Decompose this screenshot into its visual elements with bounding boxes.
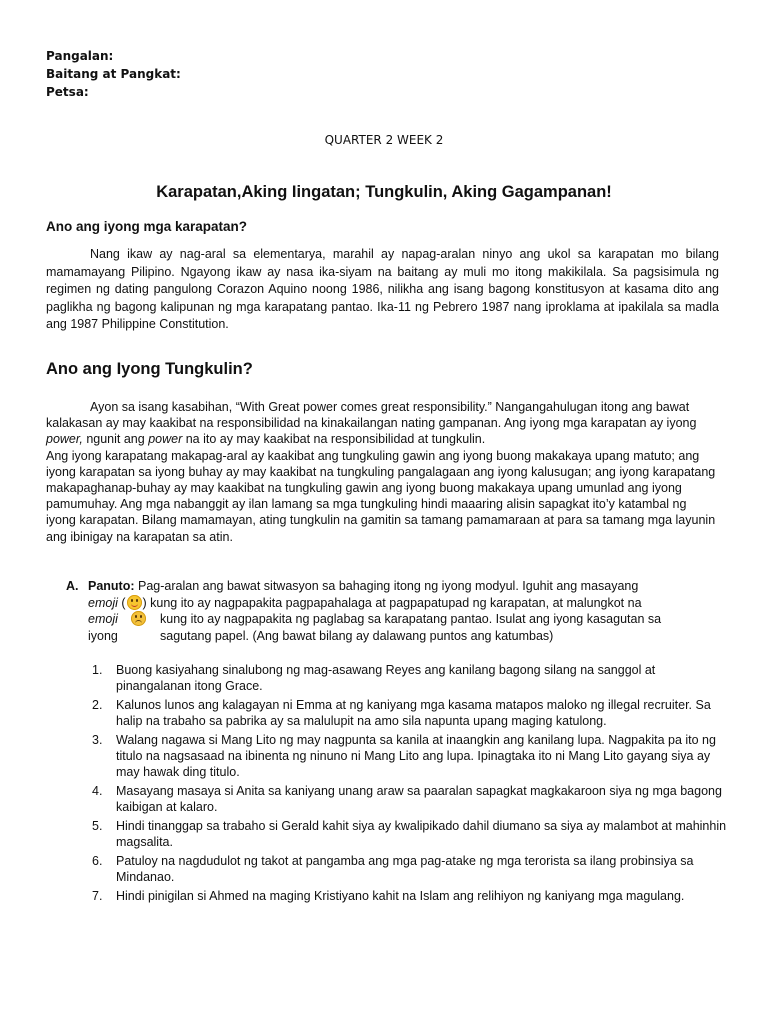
instructions-line-4: iyong sagutang papel. (Ang bawat bilang ay dalawang puntos ang katumbas) [88, 628, 554, 643]
date-label: Petsa: [46, 85, 89, 99]
list-item: 7. Hindi pinigilan si Ahmed na maging Kristiyano kahit na Islam ang relihiyon ng kaniyang mga magulang. [92, 888, 685, 903]
instructions-line-2: emoji ( ) kung ito ay nagpapakita pagpapahalaga at pagpapatupad ng karapatan, at malungkot na [88, 595, 642, 610]
emoji-word: emoji [88, 595, 118, 610]
list-item: 6. Patuloy na nagdudulot ng takot at pangamba ang mga pag-atake ng mga terorista sa ilang probinsiya sa Mindanao. [92, 853, 694, 885]
grade-section-label: Baitang at Pangkat: [46, 67, 181, 81]
instructions-body [88, 578, 726, 644]
instructions-line-3: emoji kung ito ay nagpapakita ng paglabag sa karapatang pantao. Isulat ang iyong kasagutan sa [88, 612, 662, 626]
situation-list [92, 662, 732, 906]
list-item: 5. Hindi tinanggap sa trabaho si Gerald kahit siya ay kwalipikado dahil diumano sa siya ay malambot at mahinhin magsalita. [92, 818, 727, 850]
document-title: Karapatan,Aking Iingatan; Tungkulin, Aking Gagampanan! [156, 183, 612, 201]
instructions-line-1: Panuto: Pag-aralan ang bawat sitwasyon sa bahaging itong ng iyong modyul. Iguhit ang masayang [88, 579, 639, 593]
power-word: power [148, 432, 183, 447]
instructions-block [66, 578, 726, 644]
sad-face-icon [131, 611, 146, 626]
list-item: 3. Walang nagawa si Mang Lito ng may nagpunta sa kanila at inaangkin ang kanilang lupa. Nagpakita pa ito ng titulo na nagsasaad na ibinenta ng ninuno ni Mang Lito ang lupa. Ipinagtaka ito ni Mang Lito gayang siya ay may hawak ding titulo. [92, 732, 716, 780]
list-item: 4. Masayang masaya si Anita sa kaniyang unang araw sa paaralan sapagkat magkakaroon siya ng mga bagong kaibigan at kalaro. [92, 783, 722, 815]
smiling-face-icon [127, 595, 142, 610]
emoji-word: emoji [88, 612, 118, 626]
list-item: 2. Kalunos lunos ang kalagayan ni Emma at ng kaniyang mga kasama matapos maloko ng illegal recruiter. Sa halip na trabaho sa pabrika ay sa malulupit na amo sila napunta upang maging katulong. [92, 697, 711, 729]
duties-paragraph-1: Ayon sa isang kasabihan, “With Great power comes great responsibility.” Nangangahulugan itong ang bawat kalakasan ay may kaakibat na responsibilidad na kinakailangan nating gampanan. Ang iyong mga karapatan ay iyong power, ngunit ang power na ito ay may kaakibat na responsibilidad at tungkulin. [46, 400, 697, 447]
rights-paragraph: Nang ikaw ay nag-aral sa elementarya, marahil ay napag-aralan ninyo ang ukol sa karapatan mo bilang mamamayang Pilipino. Ngayong ikaw ay nasa ika-siyam na baitang ay muli mo itong makikilala. Sa pagsisimula ng regimen ng dating pangulong Corazon Aquino noong 1986, nilikha ang isang bagong konstitusyon at kasama dito ang paglikha ng bagong kalipunan ng mga karapatang pantao. Ika-11 ng Pebrero 1987 nang iproklama at ipakilala sa madla ang 1987 Philippine Constitution. [46, 247, 719, 331]
duties-paragraph-2: Ang iyong karapatang makapag-aral ay kaakibat ang tungkuling gawin ang iyong buong makakaya upang matuto; ang iyong karapatan sa iyong buhay ay may kaakibat na tungkuling pangalagaan ang iyong kalusugan; ang iyong karapatang makapaghanap-buhay ay may kaakibat na tungkuling gawin ang iyong buong makakaya upang umunlad ang iyong pamumuhay. Ang mga nabanggit ay ilan lamang sa mga tungkuling hindi maaaring alisin sapagkat ito’y katambal ng iyong karapatan. Bilang mamamayan, ating tungkulin na gamitin sa tamang pamamaraan at para sa tamang mga layunin ang ibinigay na karapatan sa atin. [46, 448, 716, 544]
section-heading-rights: Ano ang iyong mga karapatan? [46, 219, 248, 234]
duties-paragraphs [46, 399, 719, 545]
name-label: Pangalan: [46, 49, 114, 63]
section-heading-duties: Ano ang Iyong Tungkulin? [46, 360, 253, 378]
instructions-label: Panuto: [88, 579, 135, 593]
list-item: 1. Buong kasiyahang sinalubong ng mag-asawang Reyes ang kanilang bagong silang na sanggol at pinangalanan itong Grace. [92, 663, 656, 694]
task-letter: A. [66, 579, 79, 593]
quarter-label: QUARTER 2 WEEK 2 [324, 133, 444, 147]
power-word: power, [46, 432, 83, 447]
